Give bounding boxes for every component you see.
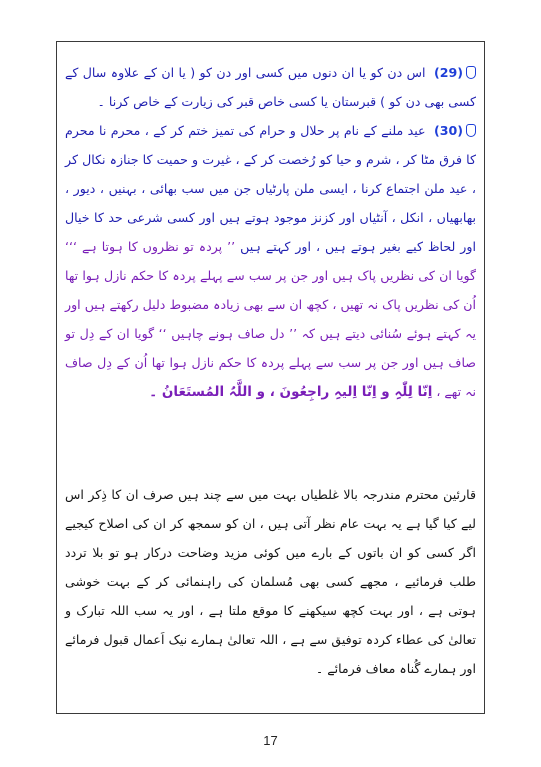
item-30-quote-text: ’’ پردہ تو نظروں کا ہوتا ہے ‘‘‘ گویا ان کی نظریں پاک ہیں اور جن پر سب سے پہلے پردہ کا حکم نازل ہوا تھا اُن کی نظریں پاک نہ تھیں ، کچھ ان سے بھی زیادہ مضبوط دلیل رکھتے ہیں اور یہ کہتے ہوئے سُنائی دیتے ہیں کہ ’’ دل صاف ہونے چاہیں ‘‘ گویا ان کے دِل تو صاف ہیں اور جن پر سب سے پہلے پردہ کا حکم نازل ہوا تھا اُن کے دِل صاف نہ تھے ، xyxy=(65,239,476,399)
item-30-marker xyxy=(434,116,476,145)
ornamental-number-marker-icon xyxy=(466,66,476,79)
numbered-items-section xyxy=(65,58,476,407)
item-29-marker xyxy=(434,58,476,87)
item-29-text: اس دن کو یا ان دنوں میں کسی اور دن کو ( یا ان کے علاوہ سال کے کسی بھی دن کو ) قبرستان یا کسی خاص قبر کی زیارت کے خاص کرنا ۔ xyxy=(65,65,476,109)
item-30-arabic-ending: اِنّا لِلّٰہِ و اِنّا اِلیہِ راجِعُونَ ، و اللَّہُ المُستَعَانُ ۔ xyxy=(149,384,433,400)
closing-paragraph: قارئین محترم مندرجہ بالا غلطیاں بہت میں سے چند ہیں صرف ان کا ذِکر اس لیے کیا گیا ہے یہ بہت عام نظر آتی ہیں ، ان کو سمجھ کر ان کی اصلاح کیجیے اگر کسی کو ان باتوں کے بارے میں کوئی مزید وضاحت درکار ہو تو بلا تردد طلب فرمائیے ، مجھے کسی بھی مُسلمان کی راہنمائی کر کے بہت خوشی ہوتی ہے ، اور بہت کچھ سیکھنے کا موقع ملتا ہے ، اور یہ سب اللہ تبارک و تعالیٰ کی عطاء کردہ توفیق سے ہے ، اللہ تعالیٰ ہمارے نیک اَعمال قبول فرمائے اور ہمارے گُناہ معاف فرمائے ۔ xyxy=(65,487,476,676)
page-number: 17 xyxy=(263,733,278,748)
page-border-frame xyxy=(56,41,485,714)
ornamental-number-marker-icon xyxy=(466,124,476,137)
item-30-text: عید ملنے کے نام پر حلال و حرام کی تمیز ختم کر کے ، محرم نا محرم کا فرق مٹا کر ، شرم و حیا کو رُخصت کر کے ، غیرت و حمیت کا جنازہ نکال کر ، عید ملن اجتماع کرنا ، ایسی ملن پارٹیاں جن میں سب بھائی ، بہنیں ، دیور ، بھابھیاں ، انکل ، آنٹیاں اور کزنز موجود ہوتے ہیں اور کسی شرعی حد کا خیال اور لحاظ کیے بغیر ہوتے ہیں ، اور کہتے ہیں xyxy=(65,123,476,254)
item-30-number: (30) xyxy=(433,123,464,138)
item-29-number: (29) xyxy=(433,65,463,80)
